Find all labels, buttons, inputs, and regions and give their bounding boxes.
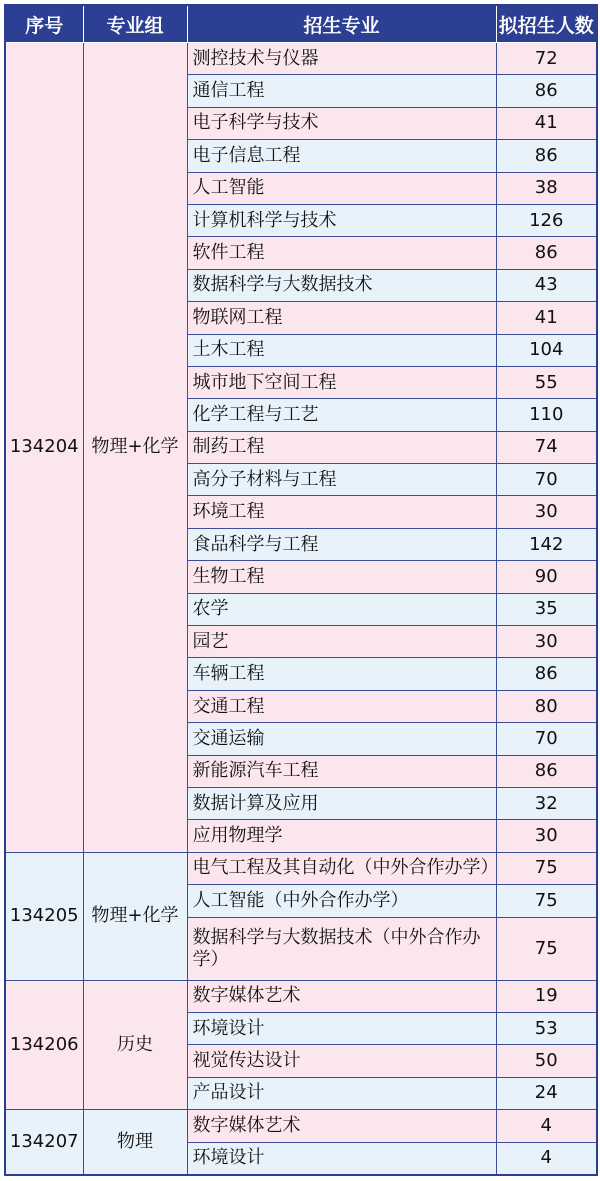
major-name-cell: 高分子材料与工程: [187, 464, 496, 496]
enrollment-count-cell: 86: [496, 140, 597, 172]
major-name-cell: 视觉传达设计: [187, 1045, 496, 1077]
enrollment-count-cell: 41: [496, 302, 597, 334]
enrollment-count-cell: 43: [496, 269, 597, 301]
major-name-cell: 制药工程: [187, 431, 496, 463]
enrollment-count-cell: 72: [496, 43, 597, 75]
group-subject-cell: 历史: [83, 980, 187, 1110]
major-name-cell: 环境设计: [187, 1142, 496, 1175]
enrollment-count-cell: 38: [496, 172, 597, 204]
enrollment-count-cell: 32: [496, 787, 597, 819]
enrollment-count-cell: 110: [496, 399, 597, 431]
enrollment-count-cell: 86: [496, 237, 597, 269]
major-name-cell: 物联网工程: [187, 302, 496, 334]
major-name-cell: 电气工程及其自动化（中外合作办学）: [187, 852, 496, 884]
major-name-cell: 生物工程: [187, 561, 496, 593]
enrollment-count-cell: 126: [496, 204, 597, 236]
group-subject-cell: 物理+化学: [83, 43, 187, 853]
group-subject-cell: 物理+化学: [83, 852, 187, 980]
major-name-cell: 化学工程与工艺: [187, 399, 496, 431]
table-row: [5, 852, 597, 884]
major-name-cell: 数据计算及应用: [187, 787, 496, 819]
group-seq-cell: 134206: [5, 980, 83, 1110]
enrollment-count-cell: 24: [496, 1077, 597, 1109]
enrollment-count-cell: 86: [496, 75, 597, 107]
major-name-cell: 数字媒体艺术: [187, 980, 496, 1012]
enrollment-count-cell: 104: [496, 334, 597, 366]
enrollment-count-cell: 86: [496, 658, 597, 690]
enrollment-count-cell: 70: [496, 464, 597, 496]
enrollment-count-cell: 86: [496, 755, 597, 787]
enrollment-count-cell: 30: [496, 626, 597, 658]
major-name-cell: 数据科学与大数据技术: [187, 269, 496, 301]
group-seq-cell: 134204: [5, 43, 83, 853]
header-major: 招生专业: [187, 5, 496, 43]
major-name-cell: 应用物理学: [187, 820, 496, 852]
enrollment-count-cell: 35: [496, 593, 597, 625]
major-name-cell: 新能源汽车工程: [187, 755, 496, 787]
table-row: [5, 1110, 597, 1142]
header-row: [5, 5, 597, 43]
major-name-cell: 环境工程: [187, 496, 496, 528]
enrollment-count-cell: 41: [496, 107, 597, 139]
enrollment-plan-table: [4, 4, 598, 1176]
enrollment-count-cell: 4: [496, 1142, 597, 1175]
major-name-cell: 通信工程: [187, 75, 496, 107]
header-group: 专业组: [83, 5, 187, 43]
major-name-cell: 交通工程: [187, 690, 496, 722]
table-row: [5, 980, 597, 1012]
major-name-cell: 产品设计: [187, 1077, 496, 1109]
major-name-cell: 电子科学与技术: [187, 107, 496, 139]
major-name-cell: 食品科学与工程: [187, 528, 496, 560]
group-seq-cell: 134207: [5, 1110, 83, 1175]
group-seq-cell: 134205: [5, 852, 83, 980]
enrollment-count-cell: 74: [496, 431, 597, 463]
major-name-cell: 数字媒体艺术: [187, 1110, 496, 1142]
major-name-cell: 环境设计: [187, 1012, 496, 1044]
enrollment-count-cell: 30: [496, 820, 597, 852]
major-name-cell: 测控技术与仪器: [187, 43, 496, 75]
enrollment-count-cell: 75: [496, 885, 597, 917]
major-name-cell: 园艺: [187, 626, 496, 658]
enrollment-count-cell: 75: [496, 917, 597, 980]
header-seq: 序号: [5, 5, 83, 43]
group-subject-cell: 物理: [83, 1110, 187, 1175]
enrollment-count-cell: 90: [496, 561, 597, 593]
enrollment-count-cell: 70: [496, 723, 597, 755]
major-name-cell: 农学: [187, 593, 496, 625]
major-name-cell: 城市地下空间工程: [187, 366, 496, 398]
enrollment-count-cell: 50: [496, 1045, 597, 1077]
major-name-cell: 计算机科学与技术: [187, 204, 496, 236]
major-name-cell: 数据科学与大数据技术（中外合作办学）: [187, 917, 496, 980]
header-count: 拟招生人数: [496, 5, 597, 43]
major-name-cell: 软件工程: [187, 237, 496, 269]
enrollment-count-cell: 53: [496, 1012, 597, 1044]
enrollment-count-cell: 19: [496, 980, 597, 1012]
enrollment-count-cell: 75: [496, 852, 597, 884]
major-name-cell: 土木工程: [187, 334, 496, 366]
enrollment-count-cell: 55: [496, 366, 597, 398]
table-body: [5, 43, 597, 1175]
enrollment-count-cell: 80: [496, 690, 597, 722]
major-name-cell: 人工智能: [187, 172, 496, 204]
enrollment-count-cell: 30: [496, 496, 597, 528]
major-name-cell: 电子信息工程: [187, 140, 496, 172]
major-name-cell: 人工智能（中外合作办学）: [187, 885, 496, 917]
enrollment-count-cell: 4: [496, 1110, 597, 1142]
enrollment-count-cell: 142: [496, 528, 597, 560]
major-name-cell: 交通运输: [187, 723, 496, 755]
table-row: [5, 43, 597, 75]
major-name-cell: 车辆工程: [187, 658, 496, 690]
